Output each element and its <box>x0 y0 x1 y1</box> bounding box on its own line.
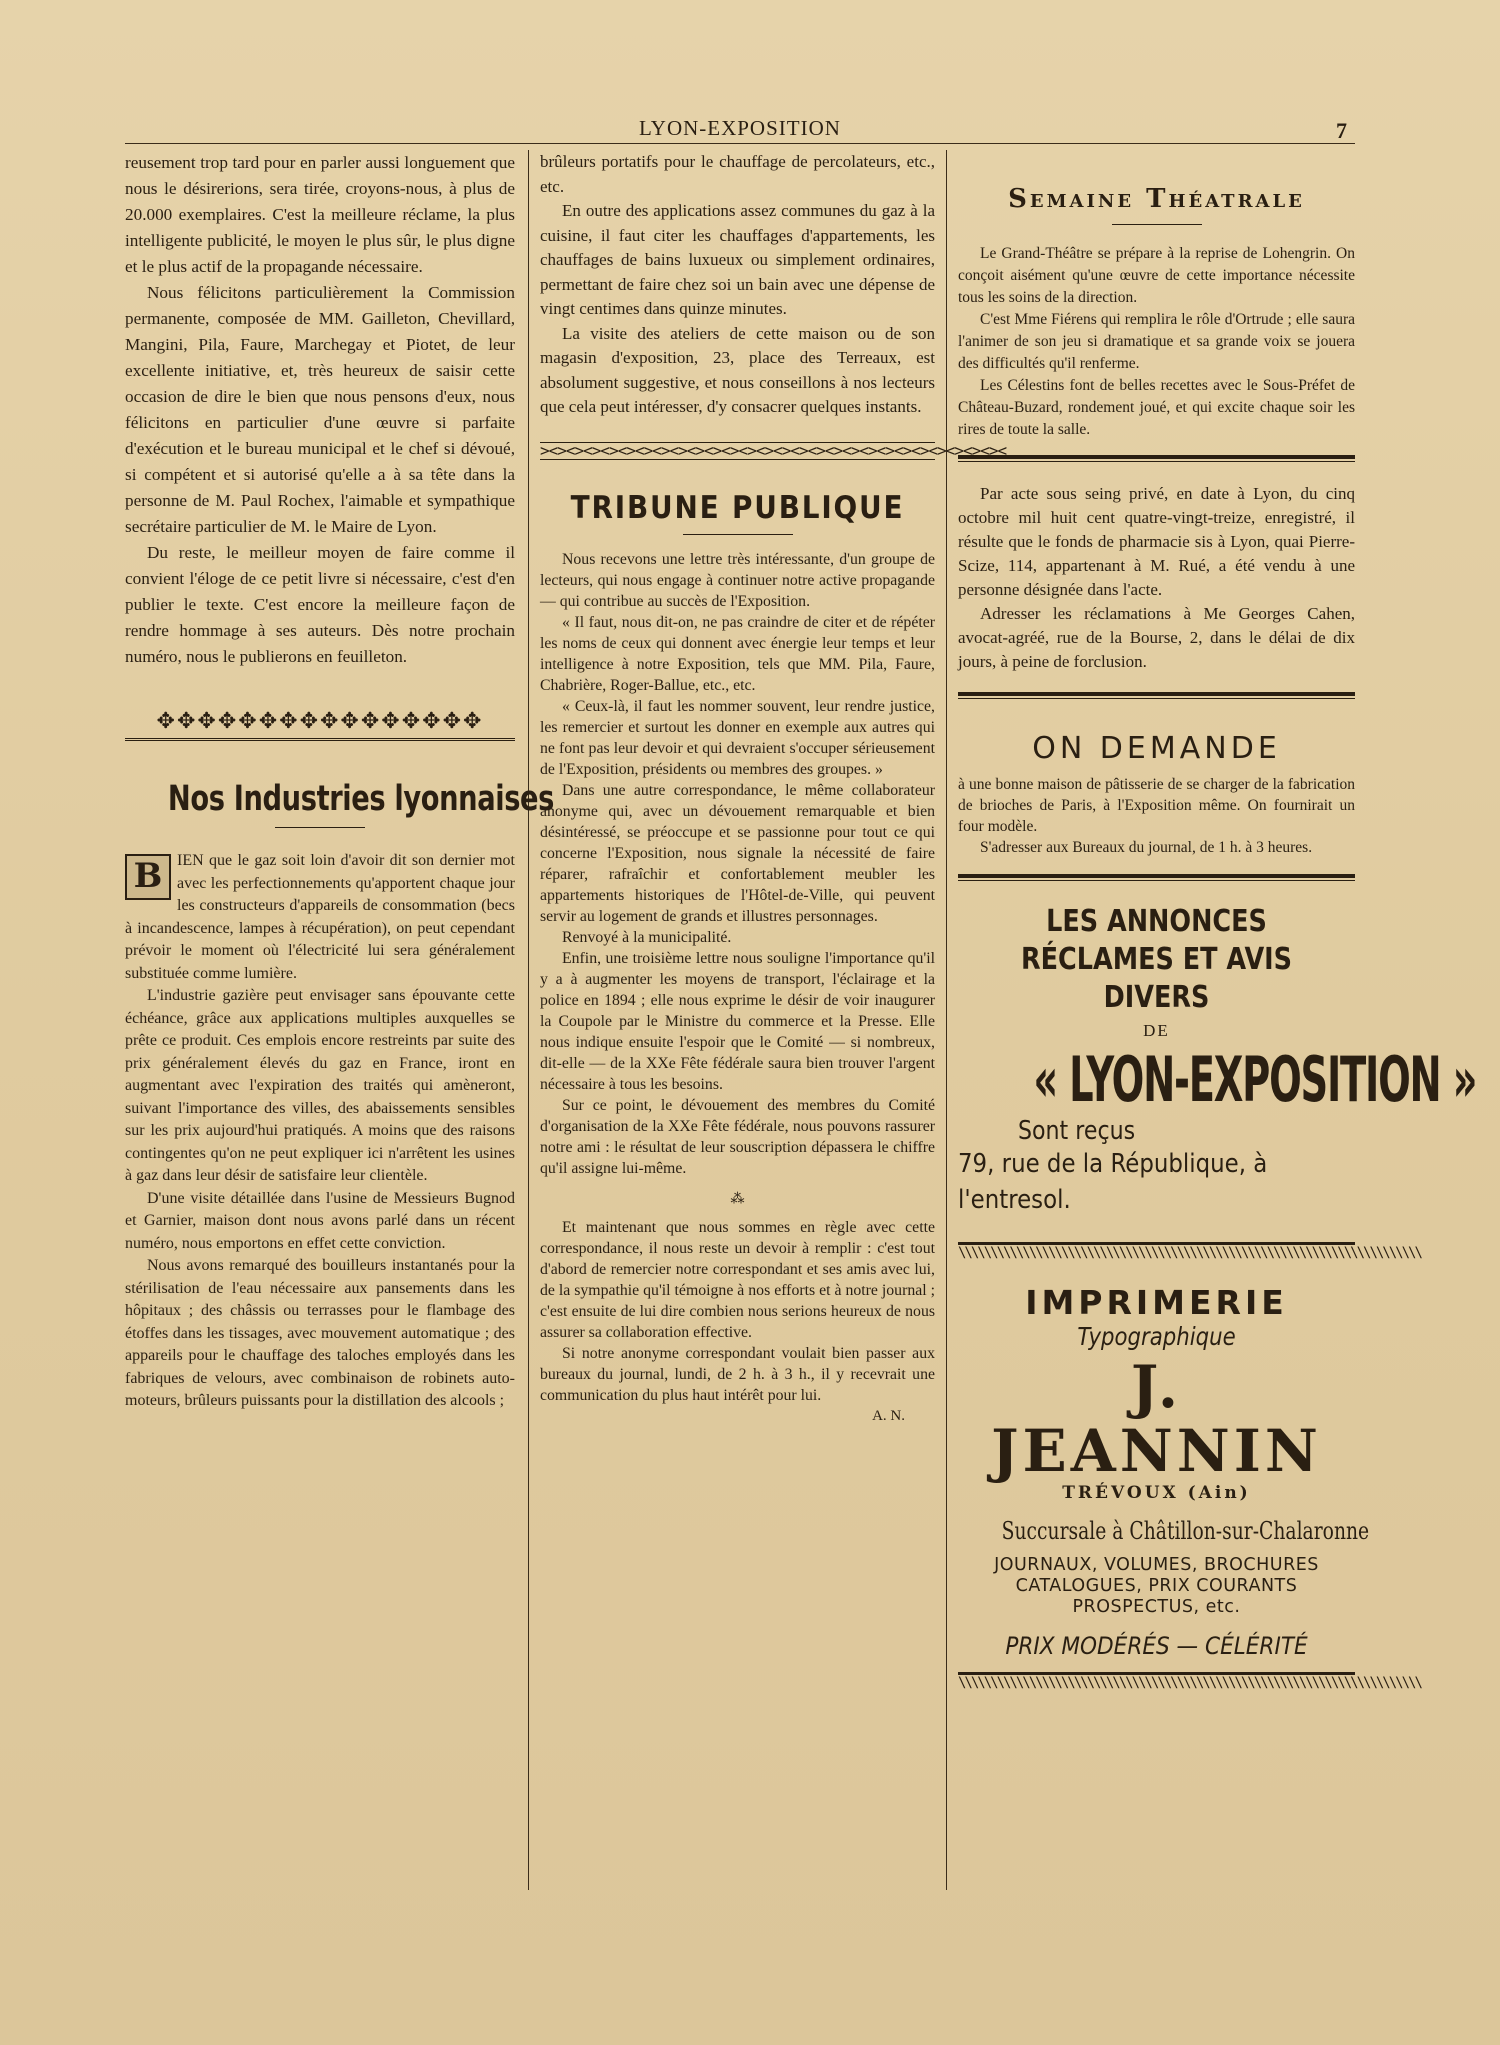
imprimerie-subheading: Typographique <box>1077 1322 1236 1351</box>
double-rule <box>125 738 515 741</box>
paragraph: Enfin, une troisième lettre nous souligne l'importance qu'il y a à augmenter les moyens de transport, l'éclairage et la police en 1894 ; elle nous exprime le désir de voir inaugurer la Coupole par le Ministre du commerce et la Presse. Elle nous indique ensuite l'espoir que le Comité — si nombreux, dit-elle — de la XXe Fête fédérale saura bien trouver l'argent nécessaire à tous les besoins. <box>540 949 935 1093</box>
imprimerie-name: J. JEANNIN <box>991 1353 1322 1485</box>
heavy-rule <box>958 874 1355 881</box>
semaine-theatrale-heading: Semaine Théatrale <box>1008 184 1305 214</box>
annonces-recus: Sont reçus <box>1018 1116 1136 1146</box>
paragraph: Du reste, le meilleur moyen de faire comme il convient l'éloge de ce petit livre si nécessaire, c'est d'en publier le texte. C'est encore la meilleure façon de rendre hommage à ses auteurs. Dès notre prochain numéro, nous le publierons en feuilleton. <box>125 543 515 666</box>
paragraph: D'une visite détaillée dans l'usine de Messieurs Bugnod et Garnier, maison dont nous avons parlé dans un récent numéro, nous emportons en effet cette conviction. <box>125 1189 515 1252</box>
chain-ornament-divider: ><><><><><><><><><><><><><><><><><><><><><><><><><><>< <box>540 440 1007 460</box>
column-divider-2 <box>946 150 947 1890</box>
imprimerie-slogan: PRIX MODÉRÉS — CÉLÉRITÉ <box>1005 1632 1308 1660</box>
hatched-rule: \\\\\\\\\\\\\\\\\\\\\\\\\\\\\\\\\\\\\\\\\\\\\\\\\\\\\\\\\\\\\\\\\\\\\\\\ <box>958 1242 1355 1261</box>
column-2 <box>540 150 1007 1885</box>
industries-heading: Nos Industries lyonnaises <box>167 779 555 819</box>
imprimerie-branch: Succursale à Châtillon-sur-Chalaronne <box>1001 1517 1370 1545</box>
industries-continued <box>540 150 935 420</box>
paragraph: « Il faut, nous dit-on, ne pas craindre de citer et de répéter les noms de ceux qui donnent avec énergie leur temps et leur intelligence à notre Exposition, tels que MM. Pila, Faure, Chabrière, Roger-Ballue, etc., etc. <box>540 613 935 694</box>
paragraph: Nous avons remarqué des bouilleurs instantanés pour la stérilisation de l'eau nécessaire aux pansements dans les hôpitaux ; des châssis ou terrasses pour le flambage des étoffes dans les tissages, avec mouvement automatique ; des appareils pour le chauffage des taloches employés dans les fabriques de velours, avec combinaison de robinets auto-moteurs, brûleurs puissants pour la distillation des alcools ; <box>125 1257 515 1409</box>
paragraph: Nous félicitons particulièrement la Commission permanente, composée de MM. Gailleton, Chevillard, Mangini, Pila, Faure, Marchegay et Piotet, de leur excellente initiative, et, très heureux de saisir cette occasion de dire le bien que nous pensons d'eux, nous félicitons en particulier d'une œuvre si parfaite d'exécution et le bureau municipal et le chef si dévoué, si compétent et si autorisé qu'elle a à sa tête dans la personne de M. Paul Rochex, l'aimable et sympathique secrétaire particulier de M. le Maire de Lyon. <box>125 283 515 536</box>
imprimerie-products: JOURNAUX, VOLUMES, BROCHURES CATALOGUES, PRIX COURANTS PROSPECTUS, etc. <box>994 1555 1319 1617</box>
paragraph: C'est Mme Fiérens qui remplira le rôle d'Ortrude ; elle saura l'animer de son jeu si dramatique et sa grande voix se jouera des difficultés qu'il renferme. <box>958 311 1355 372</box>
tribune-article <box>540 549 935 1427</box>
short-rule <box>683 534 793 535</box>
imprimerie-ad <box>958 1283 1370 1660</box>
paragraph: Et maintenant que nous sommes en règle avec cette correspondance, il nous reste un devoir à remplir : c'est tout d'abord de remercier notre correspondant et ses amis avec lui, de la sympathie qu'il témoigne à nos efforts et à notre journal ; c'est ensuite de lui dire combien nous serions heureux de nous assurer sa collaboration effective. <box>540 1218 935 1341</box>
annonces-box <box>958 903 1477 1218</box>
annonces-line-2: RÉCLAMES ET AVIS DIVERS <box>1020 942 1293 1015</box>
paragraph: Adresser les réclamations à Me Georges Cahen, avocat-agréé, rue de la Bourse, 2, dans le délai de dix jours, à peine de forclusion. <box>958 604 1355 671</box>
annonces-line-1: LES ANNONCES <box>1046 904 1267 939</box>
intro-article <box>125 150 515 670</box>
paragraph: Renvoyé à la municipalité. <box>562 928 732 946</box>
paragraph: brûleurs portatifs pour le chauffage de percolateurs, etc., etc. <box>540 152 935 196</box>
annonces-heading <box>988 903 1325 1017</box>
hatched-rule: \\\\\\\\\\\\\\\\\\\\\\\\\\\\\\\\\\\\\\\\\\\\\\\\\\\\\\\\\\\\\\\\\\\\\\\\ <box>958 1672 1355 1691</box>
paragraph: S'adresser aux Bureaux du journal, de 1 h. à 3 heures. <box>980 839 1313 856</box>
short-rule <box>1112 224 1202 225</box>
column-3 <box>958 150 1477 1885</box>
page-number: 7 <box>1336 118 1347 143</box>
first-paragraph-text: IEN que le gaz soit loin d'avoir dit son dernier mot avec les perfectionnements qu'apportent chaque jour les constructeurs d'appareils de consommation (becs à incandescence, lampes à récupération), on peut cependant prévoir le moment où l'électricité lui sera généralement substituée comme lumière. <box>125 852 515 982</box>
heavy-rule <box>958 692 1355 699</box>
paragraph: Le Grand-Théâtre se prépare à la reprise de Lohengrin. On conçoit aisément qu'une œuvre de cette importance nécessite tous les soins de la direction. <box>958 245 1355 306</box>
imprimerie-city: TRÉVOUX (Ain) <box>1062 1483 1251 1503</box>
annonces-de: DE <box>1143 1021 1170 1040</box>
column-divider-1 <box>528 150 529 1890</box>
journal-title: LYON-EXPOSITION <box>639 116 841 140</box>
drop-cap: B <box>125 854 171 900</box>
acte-notice <box>958 482 1355 674</box>
paragraph: Si notre anonyme correspondant voulait bien passer aux bureaux du journal, lundi, de 2 h. à 3 h., il y recevrait une communication du plus haut intérêt pour lui. <box>540 1344 935 1404</box>
industries-article <box>125 850 515 1413</box>
tribune-heading: TRIBUNE PUBLIQUE <box>570 489 905 526</box>
ornament-divider: ✥✥✥✥✥✥✥✥✥✥✥✥✥✥✥✥ <box>156 708 484 733</box>
column-1 <box>125 150 555 1885</box>
semaine-article <box>958 243 1355 441</box>
paragraph: Sur ce point, le dévouement des membres du Comité d'organisation de la XXe Fête fédérale, nous pouvons rassurer notre ami : le résultat de leur souscription dépassera le chiffre qu'il assigne lui-même. <box>540 1096 935 1177</box>
paragraph: à une bonne maison de pâtisserie de se charger de la fabrication de brioches de Paris, à l'Exposition même. On fournirait un four modèle. <box>958 776 1355 835</box>
heavy-rule <box>958 455 1355 462</box>
asterism: ⁂ <box>730 1191 745 1207</box>
paragraph: Par acte sous seing privé, en date à Lyon, du cinq octobre mil huit cent quatre-vingt-treize, enregistré, il résulte que le fonds de pharmacie sis à Lyon, quai Pierre-Scize, 114, appartenant à M. Rué, a été vendu à une personne désignée dans l'acte. <box>958 484 1355 599</box>
paragraph: Dans une autre correspondance, le même collaborateur anonyme qui, avec un dévouement remarquable et bien désintéressé, se préoccupe et se passionne pour tout ce qui concerne l'Exposition, nous signale la nécessité de faire réparer, rafraîchir et confortablement meubler les appartements historiques de l'Hôtel-de-Ville, qui peuvent servir au logement de grands et illustres personnages. <box>540 781 935 925</box>
short-rule <box>275 827 365 828</box>
annonces-journal-name: « LYON-EXPOSITION » <box>1033 1043 1477 1116</box>
paragraph: En outre des applications assez communes du gaz à la cuisine, il faut citer les chauffages d'appartements, les chauffages de bains luxueux ou simplement ordinaires, permettant de faire chez soi un bain avec une dépense de vingt centimes dans quinze minutes. <box>540 201 935 318</box>
paragraph: Les Célestins font de belles recettes avec le Sous-Préfet de Château-Buzard, rondement joué, et qui excite chaque soir les rires de toute la salle. <box>958 377 1355 438</box>
annonces-address: 79, rue de la République, à l'entresol. <box>958 1149 1268 1215</box>
imprimerie-heading: IMPRIMERIE <box>1025 1283 1288 1322</box>
paragraph: reusement trop tard pour en parler aussi longuement que nous le désirerions, sera tirée, croyons-nous, à plus de 20.000 exemplaires. C'est la meilleure réclame, la plus intelligente publicité, le moyen le plus sûr, le plus digne et le plus actif de la propagande nécessaire. <box>125 153 515 276</box>
signature: A. N. <box>872 1407 905 1424</box>
paragraph: Nous recevons une lettre très intéressante, d'un groupe de lecteurs, qui nous engage à continuer notre active propagande — qui contribue au succès de l'Exposition. <box>540 550 935 610</box>
on-demande-heading: ON DEMANDE <box>1032 731 1281 766</box>
first-paragraph <box>125 850 515 985</box>
paragraph: L'industrie gazière peut envisager sans épouvante cette échéance, grâce aux applications multiples auxquelles se prête ce produit. Ces emplois encore restreints par suite des prix généralement élevés du gaz en France, iront en augmentant avec l'expiration des traités qui amèneront, suivant l'importance des villes, des abaissements sensibles sur les prix aujourd'hui pratiqués. A moins que des raisons contingentes qu'on ne peut expliquer ici n'arrêtent les usines à gaz dans leur désir de satisfaire leur clientèle. <box>125 987 515 1184</box>
paragraph: « Ceux-là, il faut les nommer souvent, leur rendre justice, les remercier et surtout les donner en exemple aux autres qui ne font pas leur devoir et qui devraient s'occuper sérieusement de l'Exposition, présidents ou membres des groupes. » <box>540 697 935 778</box>
on-demande-notice <box>958 774 1355 858</box>
page-header <box>125 112 1355 146</box>
header-rule <box>125 143 1355 144</box>
paragraph: La visite des ateliers de cette maison ou de son magasin d'exposition, 23, place des Terreaux, est absolument suggestive, et nous conseillons à nos lecteurs que cela peut intéresser, d'y consacrer quelques instants. <box>540 323 935 416</box>
